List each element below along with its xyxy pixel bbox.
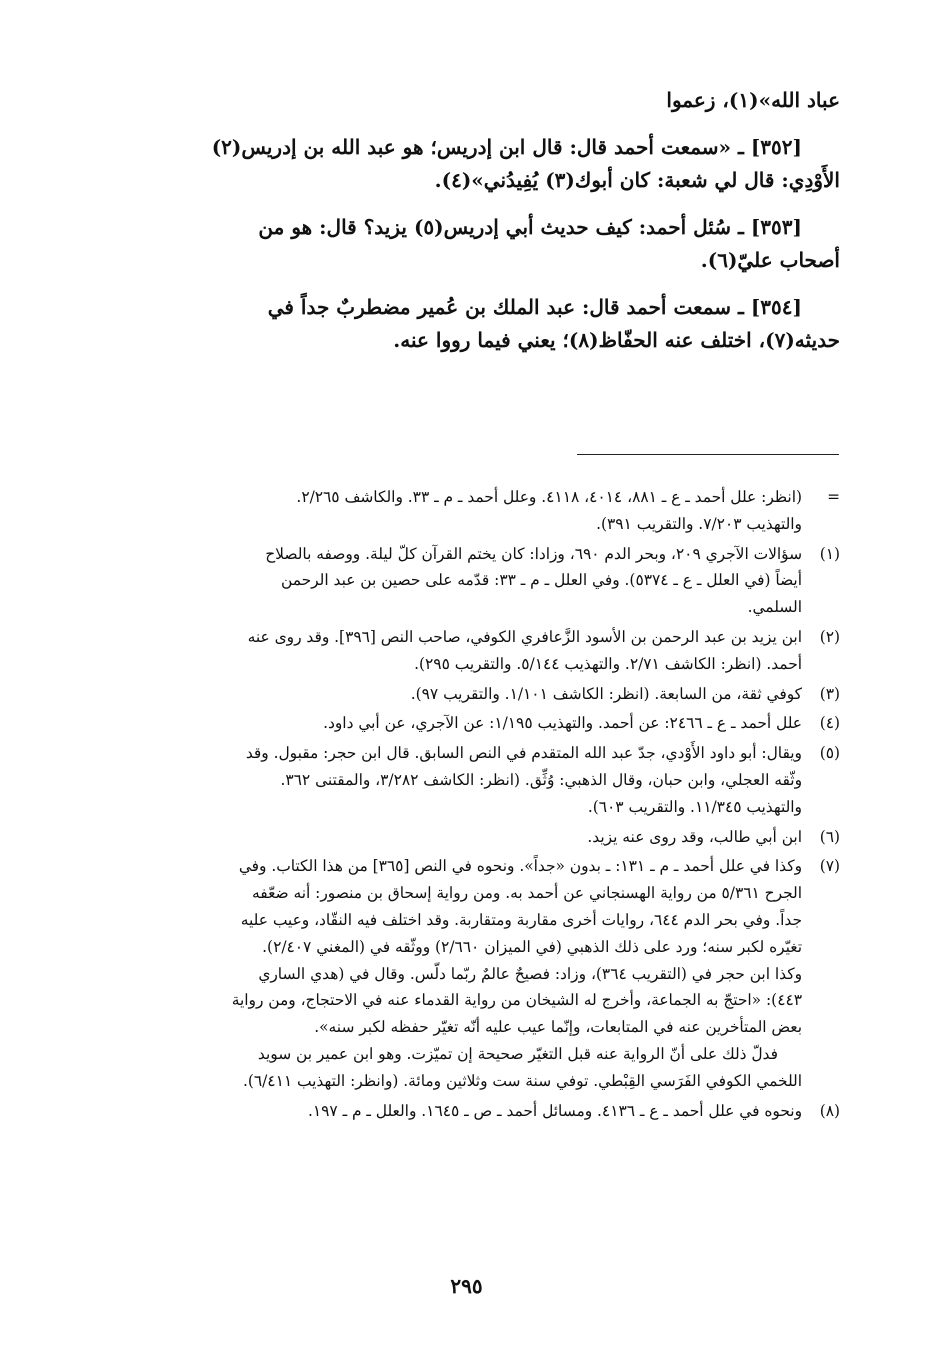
footnote-number: (٧) xyxy=(819,857,840,876)
text-line: الأَوْدِي: قال لي شعبة: كان أبوك(٣) يُفِيدُني»(٤). xyxy=(434,168,840,192)
footnote-line: الجرح ٥/٣٦١ من رواية الهسنجاني عن أحمد به. ومن رواية إسحاق بن منصور: أنه ضعّفه xyxy=(252,884,802,903)
footnote-text xyxy=(92,624,802,678)
footnote-line: علل أحمد ـ ع ـ ٢٤٦٦: عن أحمد. والتهذيب ١/١٩٥: عن الآجري، عن أبي داود. xyxy=(323,714,802,733)
footnote-line: (انظر: علل أحمد ـ ع ـ ٨٨١، ٤٠١٤، ٤١١٨. وعلل أحمد ـ م ـ ٣٣. والكاشف ٢/٢٦٥. xyxy=(296,488,802,506)
page-number: ٢٩٥ xyxy=(450,1274,483,1298)
footnote-line: تغيّره لكبر سنه؛ ورد على ذلك الذهبي (في الميزان ٢/٦٦٠) ووثّقه في (المغني ٢/٤٠٧). xyxy=(262,937,802,956)
footnote-4 xyxy=(92,710,840,737)
footnote-number: (٦) xyxy=(819,827,840,846)
footnote-line: بعض المتأخرين عنه في المتابعات، وإنّما عيب عليه أنّه تغيّر حفظه لكبر سنه». xyxy=(314,1018,802,1037)
footnote-line: ٤٤٣): «احتجّ به الجماعة، وأخرج له الشيخان من رواية القدماء عنه في الاحتجاج، ومن رواية xyxy=(231,991,802,1010)
footnote-line: كوفي ثقة، من السابعة. (انظر: الكاشف ١/١٠١. والتقريب ٩٧). xyxy=(410,684,802,703)
footnote-number: (٣) xyxy=(819,684,840,703)
footnote-text xyxy=(92,681,802,708)
footnote-7 xyxy=(92,853,840,1094)
footnote-line: والتهذيب ١١/٣٤٥. والتقريب ٦٠٣). xyxy=(587,797,802,816)
footnote-2 xyxy=(92,624,840,678)
main-text xyxy=(92,84,840,371)
text-item-354 xyxy=(92,291,840,357)
footnote-line: ويقال: أبو داود الأَوْدي، جدّ عبد الله المتقدم في النص السابق. قال ابن حجر: مقبول. وقد xyxy=(245,744,802,763)
footnote-line: ونحوه في علل أحمد ـ ع ـ ٤١٣٦. ومسائل أحمد ـ ص ـ ١٦٤٥. والعلل ـ م ـ ١٩٧. xyxy=(307,1101,802,1120)
footnote-5 xyxy=(92,740,840,820)
footnote-line: سؤالات الآجري ٢٠٩، وبحر الدم ٦٩٠، وزادا: كان يختم القرآن كلّ ليلة. ووصفه بالصلاح xyxy=(265,544,802,563)
text-line: [٣٥٢] ـ «سمعت أحمد قال: قال ابن إدريس؛ هو عبد الله بن إدريس(٢) xyxy=(211,135,802,159)
footnote-text xyxy=(92,541,802,621)
footnote-text xyxy=(92,824,802,851)
footnote-number: = xyxy=(827,488,840,506)
footnote-text xyxy=(92,710,802,737)
footnote-line: وثّقه العجلي، وابن حبان، وقال الذهبي: وُثِّق. (انظر: الكاشف ٣/٢٨٢، والمقتنى ٣٦٢. xyxy=(280,770,802,789)
footnote-number: (٥) xyxy=(819,744,840,763)
footnote-text xyxy=(92,740,802,820)
footnote-line: وكذا في علل أحمد ـ م ـ ١٣١: ـ بدون «جداً». ونحوه في النص [٣٦٥] من هذا الكتاب. وفي xyxy=(238,857,802,876)
text-item-352 xyxy=(92,131,840,197)
text-line: [٣٥٤] ـ سمعت أحمد قال: عبد الملك بن عُمير مضطربٌ جداً في xyxy=(267,295,802,319)
footnote-1 xyxy=(92,541,840,621)
footnote-number: (٢) xyxy=(819,627,840,646)
footnote-8 xyxy=(92,1098,840,1125)
footnote-line: أيضاً (في العلل ـ ع ـ ٥٣٧٤). وفي العلل ـ م ـ ٣٣: قدّمه على حصين بن عبد الرحمن xyxy=(281,571,802,590)
footnote-3 xyxy=(92,681,840,708)
continuation-line: عباد الله»(١)، زعموا xyxy=(666,88,840,112)
footnote-line: اللخمي الكوفي الفَرَسي القِبْطي. توفي سنة ست وثلاثين ومائة. (وانظر: التهذيب ٦/٤١١). xyxy=(242,1071,802,1090)
text-line: [٣٥٣] ـ سُئل أحمد: كيف حديث أبي إدريس(٥) يزيد؟ قال: هو من xyxy=(258,215,802,239)
footnote-text xyxy=(92,853,802,1094)
footnote-line: ابن أبي طالب، وقد روى عنه يزيد. xyxy=(587,827,802,846)
footnote-line: السلمي. xyxy=(747,598,802,617)
footnote-continued xyxy=(92,484,840,538)
footnote-separator xyxy=(577,454,839,455)
footnote-line: ابن يزيد بن عبد الرحمن بن الأسود الزَّعافري الكوفي، صاحب النص [٣٩٦]. وقد روى عنه xyxy=(247,627,802,646)
footnote-line: أحمد. (انظر: الكاشف ٢/٧١. والتهذيب ٥/١٤٤. والتقريب ٢٩٥). xyxy=(414,654,802,673)
footnote-text xyxy=(92,484,802,538)
footnote-number: (٤) xyxy=(819,714,840,733)
footnote-text xyxy=(92,1098,802,1125)
footnote-line: فدلّ ذلك على أنّ الرواية عنه قبل التغيّر صحيحة إن تميّزت. وهو ابن عمير بن سويد xyxy=(257,1044,778,1063)
text-line: أصحاب عليّ(٦). xyxy=(700,248,840,272)
footnote-line: جداً. وفي بحر الدم ٦٤٤، روايات أخرى مقاربة ومتقاربة. وقد اختلف فيه النقّاد، وعيب عليه xyxy=(240,910,802,929)
footnote-number: (١) xyxy=(819,544,840,563)
footnote-line: والتهذيب ٧/٢٠٣. والتقريب ٣٩١). xyxy=(596,514,802,533)
text-item-353 xyxy=(92,211,840,277)
footnotes xyxy=(92,484,840,1127)
footnote-line: وكذا ابن حجر في (التقريب ٣٦٤)، وزاد: فصيحٌ عالمٌ ربّما دلّس. وقال في (هدي الساري xyxy=(258,964,802,983)
footnote-6 xyxy=(92,824,840,851)
footnote-number: (٨) xyxy=(819,1101,840,1120)
text-line: حديثه(٧)، اختلف عنه الحفّاظ(٨)؛ يعني فيما رووا عنه. xyxy=(393,328,840,352)
